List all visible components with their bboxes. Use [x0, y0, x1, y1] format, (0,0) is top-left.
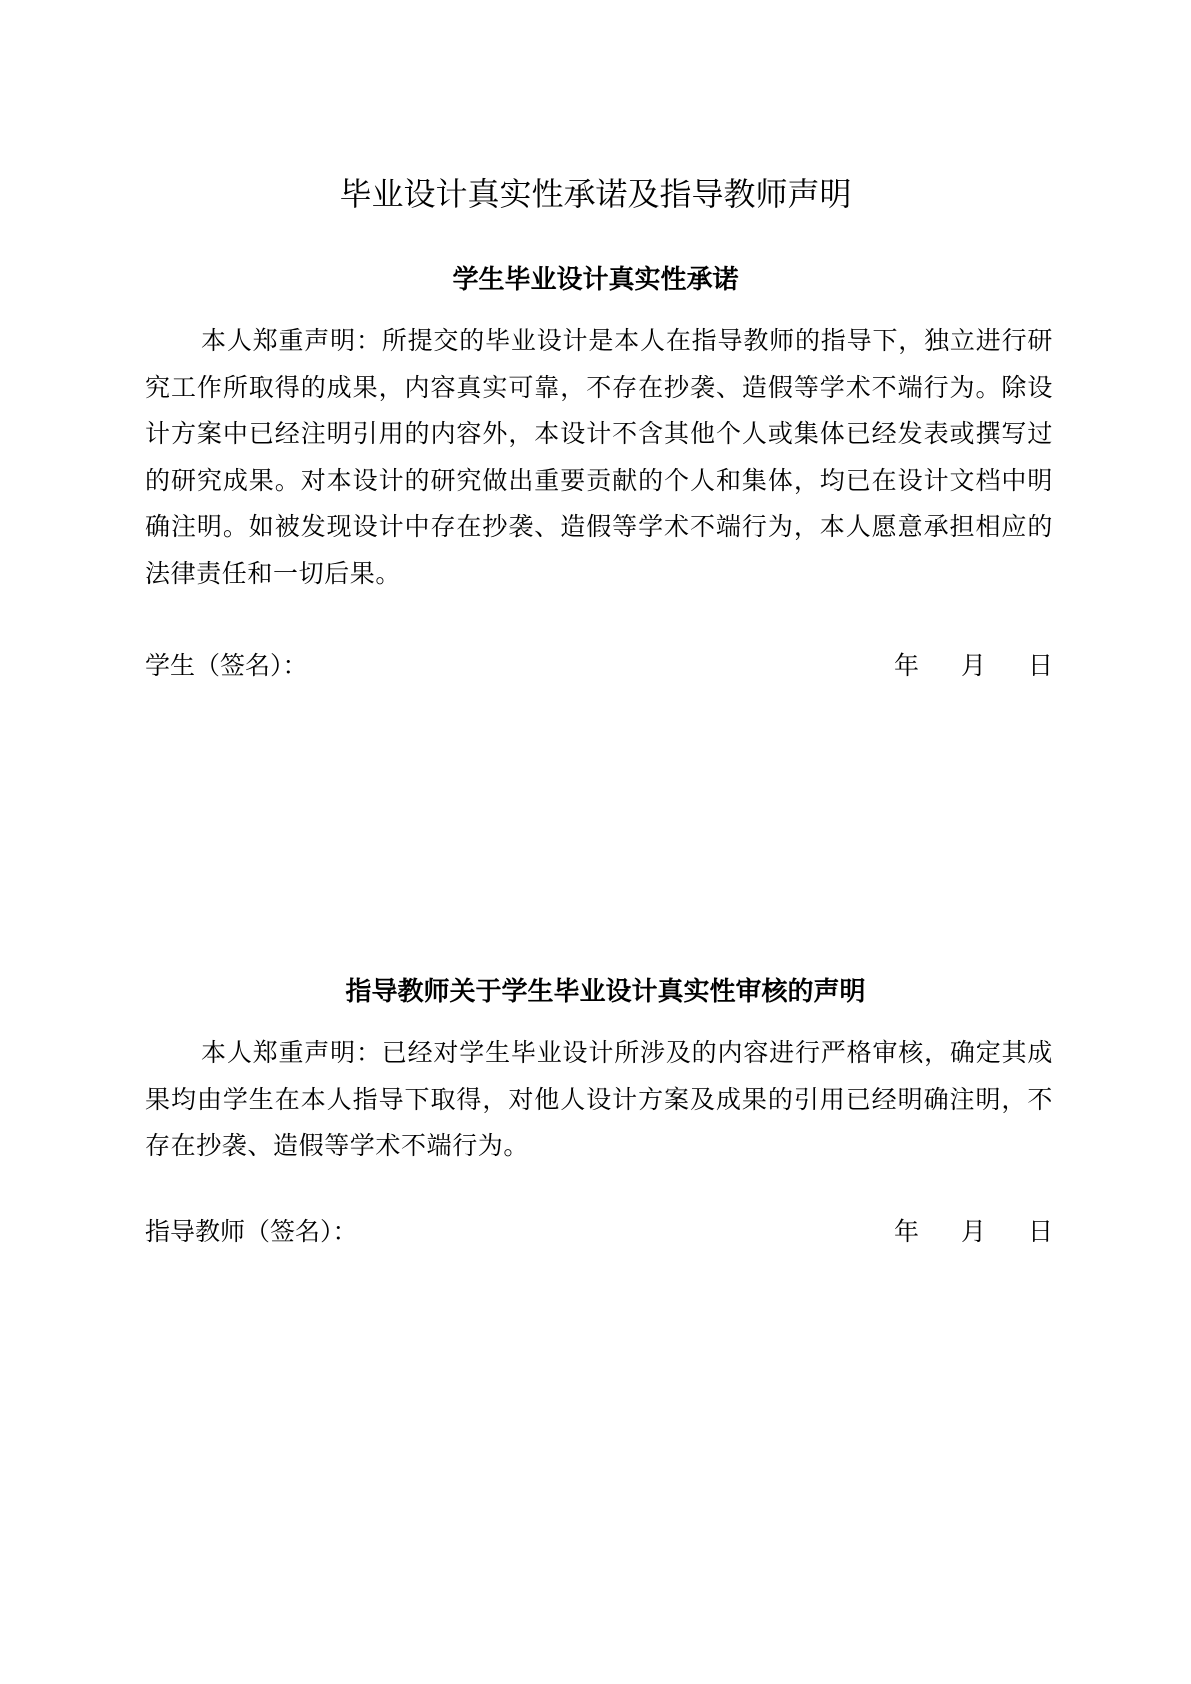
date-year-label: 年 — [893, 1217, 919, 1246]
date-year-label: 年 — [893, 651, 919, 680]
date-day-label: 日 — [1027, 1217, 1053, 1246]
document-title: 毕业设计真实性承诺及指导教师声明 — [339, 175, 852, 213]
date-month-label: 月 — [960, 651, 986, 680]
student-section-heading: 学生毕业设计真实性承诺 — [452, 265, 739, 295]
advisor-signature-row — [145, 1212, 1053, 1252]
advisor-signature-label: 指导教师（签名）： — [145, 1217, 358, 1246]
student-signature-row — [145, 646, 1053, 686]
date-month-label: 月 — [960, 1217, 986, 1246]
student-signature-label: 学生（签名）： — [145, 651, 308, 680]
date-day-label: 日 — [1027, 651, 1053, 680]
student-signature-date — [894, 646, 1053, 686]
advisor-declaration-text: 本人郑重声明：已经对学生毕业设计所涉及的内容进行严格审核，确定其成果均由学生在本人指导下取得，对他人设计方案及成果的引用已经明确注明，不存在抄袭、造假等学术不端行为。 — [145, 1038, 1053, 1160]
advisor-signature-date — [894, 1212, 1053, 1252]
student-declaration-text: 本人郑重声明：所提交的毕业设计是本人在指导教师的指导下，独立进行研究工作所取得的成果，内容真实可靠，不存在抄袭、造假等学术不端行为。除设计方案中已经注明引用的内容外，本设计不含其他个人或集体已经发表或撰写过的研究成果。对本设计的研究做出重要贡献的个人和集体，均已在设计文档中明确注明。如被发现设计中存在抄袭、造假等学术不端行为，本人愿意承担相应的法律责任和一切后果。 — [145, 326, 1053, 588]
advisor-section-heading: 指导教师关于学生毕业设计真实性审核的声明 — [345, 977, 866, 1007]
